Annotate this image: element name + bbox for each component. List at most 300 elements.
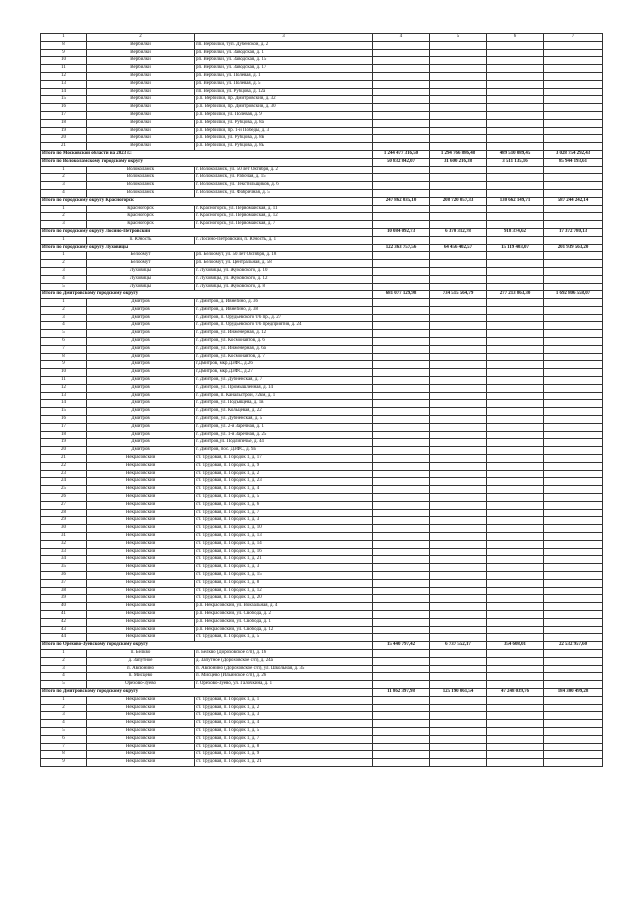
empty-value-cell — [487, 556, 544, 564]
empty-value-cell — [430, 727, 487, 735]
settlement-name: п. Белкво — [87, 649, 195, 657]
address: ст. Трудовая, п. Городок 1, д. 4 — [195, 486, 373, 494]
settlement-name: Волоколамск — [87, 166, 195, 174]
empty-value-cell — [373, 455, 430, 463]
address: ст. Трудовая, п. Городок 1, д. 15 — [195, 571, 373, 579]
empty-value-cell — [544, 517, 603, 525]
empty-value-cell — [373, 314, 430, 322]
row-number: 24 — [41, 478, 87, 486]
table-row — [41, 267, 603, 275]
empty-value-cell — [373, 681, 430, 689]
table-row — [41, 649, 603, 657]
empty-value-cell — [373, 236, 430, 244]
table-row — [41, 135, 603, 143]
empty-value-cell — [373, 135, 430, 143]
empty-value-cell — [373, 564, 430, 572]
address: г. Дмитров, п. Орудьевского т/б предприятия, д. 24 — [195, 322, 373, 330]
address: г. Волоколамск, ул. Фабричная, д. 5 — [195, 189, 373, 197]
table-row — [41, 221, 603, 229]
row-number: 5 — [41, 681, 87, 689]
empty-value-cell — [430, 517, 487, 525]
row-number: 2 — [41, 657, 87, 665]
empty-value-cell — [373, 439, 430, 447]
empty-value-cell — [430, 283, 487, 291]
table-row — [41, 88, 603, 96]
empty-value-cell — [544, 533, 603, 541]
table-row — [41, 657, 603, 665]
empty-value-cell — [430, 299, 487, 307]
address: ст. Трудовая, п. Городок 1, д. 8 — [195, 579, 373, 587]
row-number: 39 — [41, 595, 87, 603]
table-row — [41, 41, 603, 49]
empty-value-cell — [487, 540, 544, 548]
empty-value-cell — [373, 65, 430, 73]
empty-value-cell — [544, 182, 603, 190]
address: г. Дмитров, ул. 2-я Заречная, д. 1 — [195, 423, 373, 431]
empty-value-cell — [544, 525, 603, 533]
settlement-name: Луховицы — [87, 283, 195, 291]
empty-value-cell — [373, 275, 430, 283]
table-row — [41, 540, 603, 548]
address: ст. Трудовая, п. Городок 1, д. 5 — [195, 727, 373, 735]
empty-value-cell — [430, 509, 487, 517]
settlement-name: Волоколамск — [87, 182, 195, 190]
empty-value-cell — [487, 119, 544, 127]
empty-value-cell — [430, 696, 487, 704]
address: ст. Трудовая, п. Городок 1, д. 21 — [195, 759, 373, 767]
row-number: 18 — [41, 431, 87, 439]
row-number: 21 — [41, 143, 87, 151]
settlement-name: Некрасовский — [87, 751, 195, 759]
empty-value-cell — [373, 353, 430, 361]
address: г. Луховицы, ул. Жуковского, д. 8 — [195, 283, 373, 291]
empty-value-cell — [544, 416, 603, 424]
table-row — [41, 127, 603, 135]
settlement-name: Вербилки — [87, 111, 195, 119]
table-row — [41, 119, 603, 127]
empty-value-cell — [487, 275, 544, 283]
empty-value-cell — [373, 119, 430, 127]
table-row — [41, 236, 603, 244]
table-row — [41, 759, 603, 767]
table-row — [41, 548, 603, 556]
empty-value-cell — [544, 143, 603, 151]
empty-value-cell — [487, 174, 544, 182]
empty-value-cell — [544, 377, 603, 385]
address: г. Дмитров, ул. Инженерная, д. 6а — [195, 345, 373, 353]
settlement-name: д. Запутное — [87, 657, 195, 665]
subtotal-value: 1 244 477 316,50 — [373, 150, 430, 158]
subtotal-value: 122 363 757,56 — [373, 244, 430, 252]
empty-value-cell — [487, 727, 544, 735]
empty-value-cell — [487, 408, 544, 416]
row-number: 18 — [41, 119, 87, 127]
table-row — [41, 587, 603, 595]
row-number: 23 — [41, 470, 87, 478]
address: г. Дмитров, п. Орудьевского т/б пр., д. 27 — [195, 314, 373, 322]
empty-value-cell — [487, 447, 544, 455]
subtotal-value: 277 213 863,30 — [487, 291, 544, 299]
settlement-name: Некрасовский — [87, 759, 195, 767]
subtotal-value: 15 440 797,42 — [373, 642, 430, 650]
row-number: 30 — [41, 525, 87, 533]
table-row — [41, 57, 603, 65]
row-number: 1 — [41, 299, 87, 307]
empty-value-cell — [430, 174, 487, 182]
table-row — [41, 470, 603, 478]
empty-value-cell — [430, 665, 487, 673]
empty-value-cell — [544, 626, 603, 634]
empty-value-cell — [544, 361, 603, 369]
empty-value-cell — [544, 275, 603, 283]
empty-value-cell — [430, 306, 487, 314]
table-row — [41, 330, 603, 338]
empty-value-cell — [430, 377, 487, 385]
row-number: 8 — [41, 353, 87, 361]
settlement-name: Некрасовский — [87, 704, 195, 712]
table-row — [41, 712, 603, 720]
settlement-name: Вербилки — [87, 143, 195, 151]
empty-value-cell — [487, 49, 544, 57]
address: ст. Трудовая, п. Городок 1, д. 3 — [195, 517, 373, 525]
empty-value-cell — [544, 345, 603, 353]
empty-value-cell — [373, 49, 430, 57]
table-row — [41, 556, 603, 564]
empty-value-cell — [544, 657, 603, 665]
empty-value-cell — [373, 111, 430, 119]
empty-value-cell — [373, 252, 430, 260]
empty-value-cell — [487, 462, 544, 470]
subtotal-row — [41, 150, 603, 158]
empty-value-cell — [487, 182, 544, 190]
subtotal-row — [41, 158, 603, 166]
row-number: 5 — [41, 330, 87, 338]
subtotal-value: 64 456 402,57 — [430, 244, 487, 252]
empty-value-cell — [544, 743, 603, 751]
table-row — [41, 494, 603, 502]
subtotal-value: 3 511 135,16 — [487, 158, 544, 166]
empty-value-cell — [373, 283, 430, 291]
empty-value-cell — [373, 649, 430, 657]
empty-value-cell — [430, 618, 487, 626]
empty-value-cell — [544, 610, 603, 618]
empty-value-cell — [373, 72, 430, 80]
empty-value-cell — [373, 104, 430, 112]
row-number: 1 — [41, 649, 87, 657]
table-row — [41, 322, 603, 330]
settlement-name: Некрасовский — [87, 556, 195, 564]
table-row — [41, 80, 603, 88]
empty-value-cell — [430, 548, 487, 556]
column-number: 3 — [195, 34, 373, 42]
settlement-name: Красногорск — [87, 221, 195, 229]
empty-value-cell — [430, 119, 487, 127]
address: рп. Вербилки, ул. Заводская, д. 1 — [195, 49, 373, 57]
empty-value-cell — [430, 135, 487, 143]
empty-value-cell — [544, 236, 603, 244]
table-row — [41, 439, 603, 447]
row-number: 7 — [41, 345, 87, 353]
empty-value-cell — [373, 377, 430, 385]
empty-value-cell — [430, 462, 487, 470]
settlement-name: Дмитров — [87, 369, 195, 377]
row-number: 32 — [41, 540, 87, 548]
settlement-name: Луховицы — [87, 275, 195, 283]
row-number: 17 — [41, 423, 87, 431]
settlement-name: Дмитров — [87, 361, 195, 369]
settlement-name: Дмитров — [87, 416, 195, 424]
empty-value-cell — [544, 252, 603, 260]
table-row — [41, 509, 603, 517]
table-row — [41, 384, 603, 392]
empty-value-cell — [430, 338, 487, 346]
row-number: 3 — [41, 267, 87, 275]
subtotal-label: Итого по Волоколамскому городскому округу — [41, 158, 373, 166]
empty-value-cell — [373, 260, 430, 268]
row-number: 2 — [41, 704, 87, 712]
row-number: 3 — [41, 665, 87, 673]
row-number: 41 — [41, 610, 87, 618]
empty-value-cell — [373, 509, 430, 517]
address: г. Дмитров, ул. Космонавтов, д. 7 — [195, 353, 373, 361]
row-number: 13 — [41, 392, 87, 400]
empty-value-cell — [544, 41, 603, 49]
empty-value-cell — [430, 533, 487, 541]
empty-value-cell — [487, 314, 544, 322]
subtotal-value: 734 515 564,79 — [430, 291, 487, 299]
row-number: 43 — [41, 626, 87, 634]
empty-value-cell — [430, 400, 487, 408]
table-row — [41, 306, 603, 314]
empty-value-cell — [373, 494, 430, 502]
table-row — [41, 314, 603, 322]
table-row — [41, 517, 603, 525]
empty-value-cell — [373, 696, 430, 704]
empty-value-cell — [487, 735, 544, 743]
table-row — [41, 720, 603, 728]
empty-value-cell — [373, 322, 430, 330]
subtotal-value: 47 248 039,76 — [487, 688, 544, 696]
empty-value-cell — [373, 267, 430, 275]
settlement-name: Красногорск — [87, 205, 195, 213]
row-number: 7 — [41, 743, 87, 751]
empty-value-cell — [487, 712, 544, 720]
empty-value-cell — [430, 447, 487, 455]
empty-value-cell — [373, 416, 430, 424]
subtotal-value: 125 190 061,54 — [430, 688, 487, 696]
row-number: 2 — [41, 260, 87, 268]
settlement-name: Дмитров — [87, 431, 195, 439]
empty-value-cell — [544, 353, 603, 361]
empty-value-cell — [487, 213, 544, 221]
table-row — [41, 634, 603, 642]
table-row — [41, 478, 603, 486]
table-row — [41, 735, 603, 743]
table-row — [41, 260, 603, 268]
empty-value-cell — [373, 306, 430, 314]
address: г. Луховицы, ул. Жуковского, д. 12 — [195, 275, 373, 283]
empty-value-cell — [487, 135, 544, 143]
empty-value-cell — [487, 618, 544, 626]
empty-value-cell — [544, 306, 603, 314]
empty-value-cell — [373, 665, 430, 673]
empty-value-cell — [430, 221, 487, 229]
settlement-name: Некрасовский — [87, 610, 195, 618]
empty-value-cell — [487, 649, 544, 657]
empty-value-cell — [487, 322, 544, 330]
settlement-name: Некрасовский — [87, 603, 195, 611]
empty-value-cell — [373, 704, 430, 712]
row-number: 20 — [41, 447, 87, 455]
empty-value-cell — [487, 665, 544, 673]
row-number: 20 — [41, 135, 87, 143]
row-number: 15 — [41, 96, 87, 104]
empty-value-cell — [544, 455, 603, 463]
row-number: 6 — [41, 735, 87, 743]
empty-value-cell — [544, 330, 603, 338]
row-number: 29 — [41, 517, 87, 525]
address: р.п. Вербилки, ул. Рубцова, д. 8в — [195, 135, 373, 143]
address: ст. Трудовая, п. Городок 1, д. 7 — [195, 735, 373, 743]
table-row — [41, 603, 603, 611]
settlement-name: Некрасовский — [87, 509, 195, 517]
empty-value-cell — [430, 72, 487, 80]
empty-value-cell — [487, 696, 544, 704]
empty-value-cell — [373, 345, 430, 353]
empty-value-cell — [373, 400, 430, 408]
empty-value-cell — [487, 501, 544, 509]
subtotal-value: 85 944 193,61 — [544, 158, 603, 166]
address: г. Лосино-Петровский, п. Юность, д. 1 — [195, 236, 373, 244]
empty-value-cell — [487, 571, 544, 579]
address: г. Дмитров, пос. ДЗФС, д. 9а — [195, 447, 373, 455]
empty-value-cell — [430, 322, 487, 330]
empty-value-cell — [487, 603, 544, 611]
settlement-name: Вербилки — [87, 72, 195, 80]
table-row — [41, 143, 603, 151]
row-number: 40 — [41, 603, 87, 611]
row-number: 10 — [41, 57, 87, 65]
empty-value-cell — [430, 626, 487, 634]
subtotal-row — [41, 688, 603, 696]
settlement-name: Некрасовский — [87, 720, 195, 728]
address: ст. Трудовая, п. Городок 1, д. 2 — [195, 470, 373, 478]
settlement-name: Некрасовский — [87, 634, 195, 642]
empty-value-cell — [544, 712, 603, 720]
empty-value-cell — [373, 759, 430, 767]
table-row — [41, 673, 603, 681]
empty-value-cell — [373, 595, 430, 603]
empty-value-cell — [487, 439, 544, 447]
subtotal-value: 11 862 397,98 — [373, 688, 430, 696]
empty-value-cell — [373, 720, 430, 728]
empty-value-cell — [430, 540, 487, 548]
empty-value-cell — [487, 345, 544, 353]
table-row — [41, 174, 603, 182]
empty-value-cell — [544, 111, 603, 119]
empty-value-cell — [487, 252, 544, 260]
empty-value-cell — [487, 369, 544, 377]
empty-value-cell — [544, 439, 603, 447]
empty-value-cell — [430, 96, 487, 104]
empty-value-cell — [373, 143, 430, 151]
subtotal-value: 354 608,01 — [487, 642, 544, 650]
row-number: 9 — [41, 361, 87, 369]
row-number: 17 — [41, 111, 87, 119]
address: р.п. Вербилки, ул. Рубцова, д. 8ь — [195, 143, 373, 151]
settlement-name: Вербилки — [87, 135, 195, 143]
row-number: 5 — [41, 727, 87, 735]
empty-value-cell — [487, 720, 544, 728]
empty-value-cell — [544, 400, 603, 408]
empty-value-cell — [373, 634, 430, 642]
empty-value-cell — [430, 314, 487, 322]
empty-value-cell — [487, 96, 544, 104]
subtotal-value: 208 720 057,33 — [430, 197, 487, 205]
empty-value-cell — [430, 330, 487, 338]
empty-value-cell — [373, 96, 430, 104]
address: г.Дмитров, мкр.ДЗФС, д.26 — [195, 361, 373, 369]
row-number: 33 — [41, 548, 87, 556]
settlement-name: Некрасовский — [87, 548, 195, 556]
address: р.п. Вербилки, ул. Полевая, д. 9 — [195, 111, 373, 119]
empty-value-cell — [373, 384, 430, 392]
empty-value-cell — [487, 673, 544, 681]
empty-value-cell — [544, 603, 603, 611]
settlement-name: Дмитров — [87, 400, 195, 408]
table-row — [41, 743, 603, 751]
empty-value-cell — [430, 252, 487, 260]
table-row — [41, 299, 603, 307]
table-row — [41, 727, 603, 735]
empty-value-cell — [430, 423, 487, 431]
settlement-name: Белоомут — [87, 260, 195, 268]
empty-value-cell — [430, 80, 487, 88]
empty-value-cell — [373, 80, 430, 88]
table-row — [41, 205, 603, 213]
settlement-name: Некрасовский — [87, 517, 195, 525]
table-row — [41, 681, 603, 689]
address: рп. Вербилки, ул. Полевая, д. 1 — [195, 72, 373, 80]
settlement-name: Некрасовский — [87, 470, 195, 478]
subtotal-row — [41, 228, 603, 236]
address: р.п. Вербилки, ул. Рубцова, д. 8а — [195, 119, 373, 127]
empty-value-cell — [373, 361, 430, 369]
empty-value-cell — [544, 486, 603, 494]
settlement-name: Вербилки — [87, 104, 195, 112]
empty-value-cell — [373, 213, 430, 221]
settlement-name: Вербилки — [87, 119, 195, 127]
address: г. Дмитров, ул. Промышленная, д. 14 — [195, 384, 373, 392]
empty-value-cell — [487, 267, 544, 275]
empty-value-cell — [544, 166, 603, 174]
settlement-name: Дмитров — [87, 439, 195, 447]
empty-value-cell — [430, 579, 487, 587]
empty-value-cell — [544, 759, 603, 767]
empty-value-cell — [544, 423, 603, 431]
empty-value-cell — [430, 104, 487, 112]
empty-value-cell — [544, 548, 603, 556]
row-number: 1 — [41, 205, 87, 213]
row-number: 22 — [41, 462, 87, 470]
empty-value-cell — [430, 189, 487, 197]
settlement-name: Вербилки — [87, 88, 195, 96]
empty-value-cell — [487, 260, 544, 268]
settlement-name: Дмитров — [87, 322, 195, 330]
table-row — [41, 423, 603, 431]
empty-value-cell — [544, 540, 603, 548]
empty-value-cell — [544, 314, 603, 322]
